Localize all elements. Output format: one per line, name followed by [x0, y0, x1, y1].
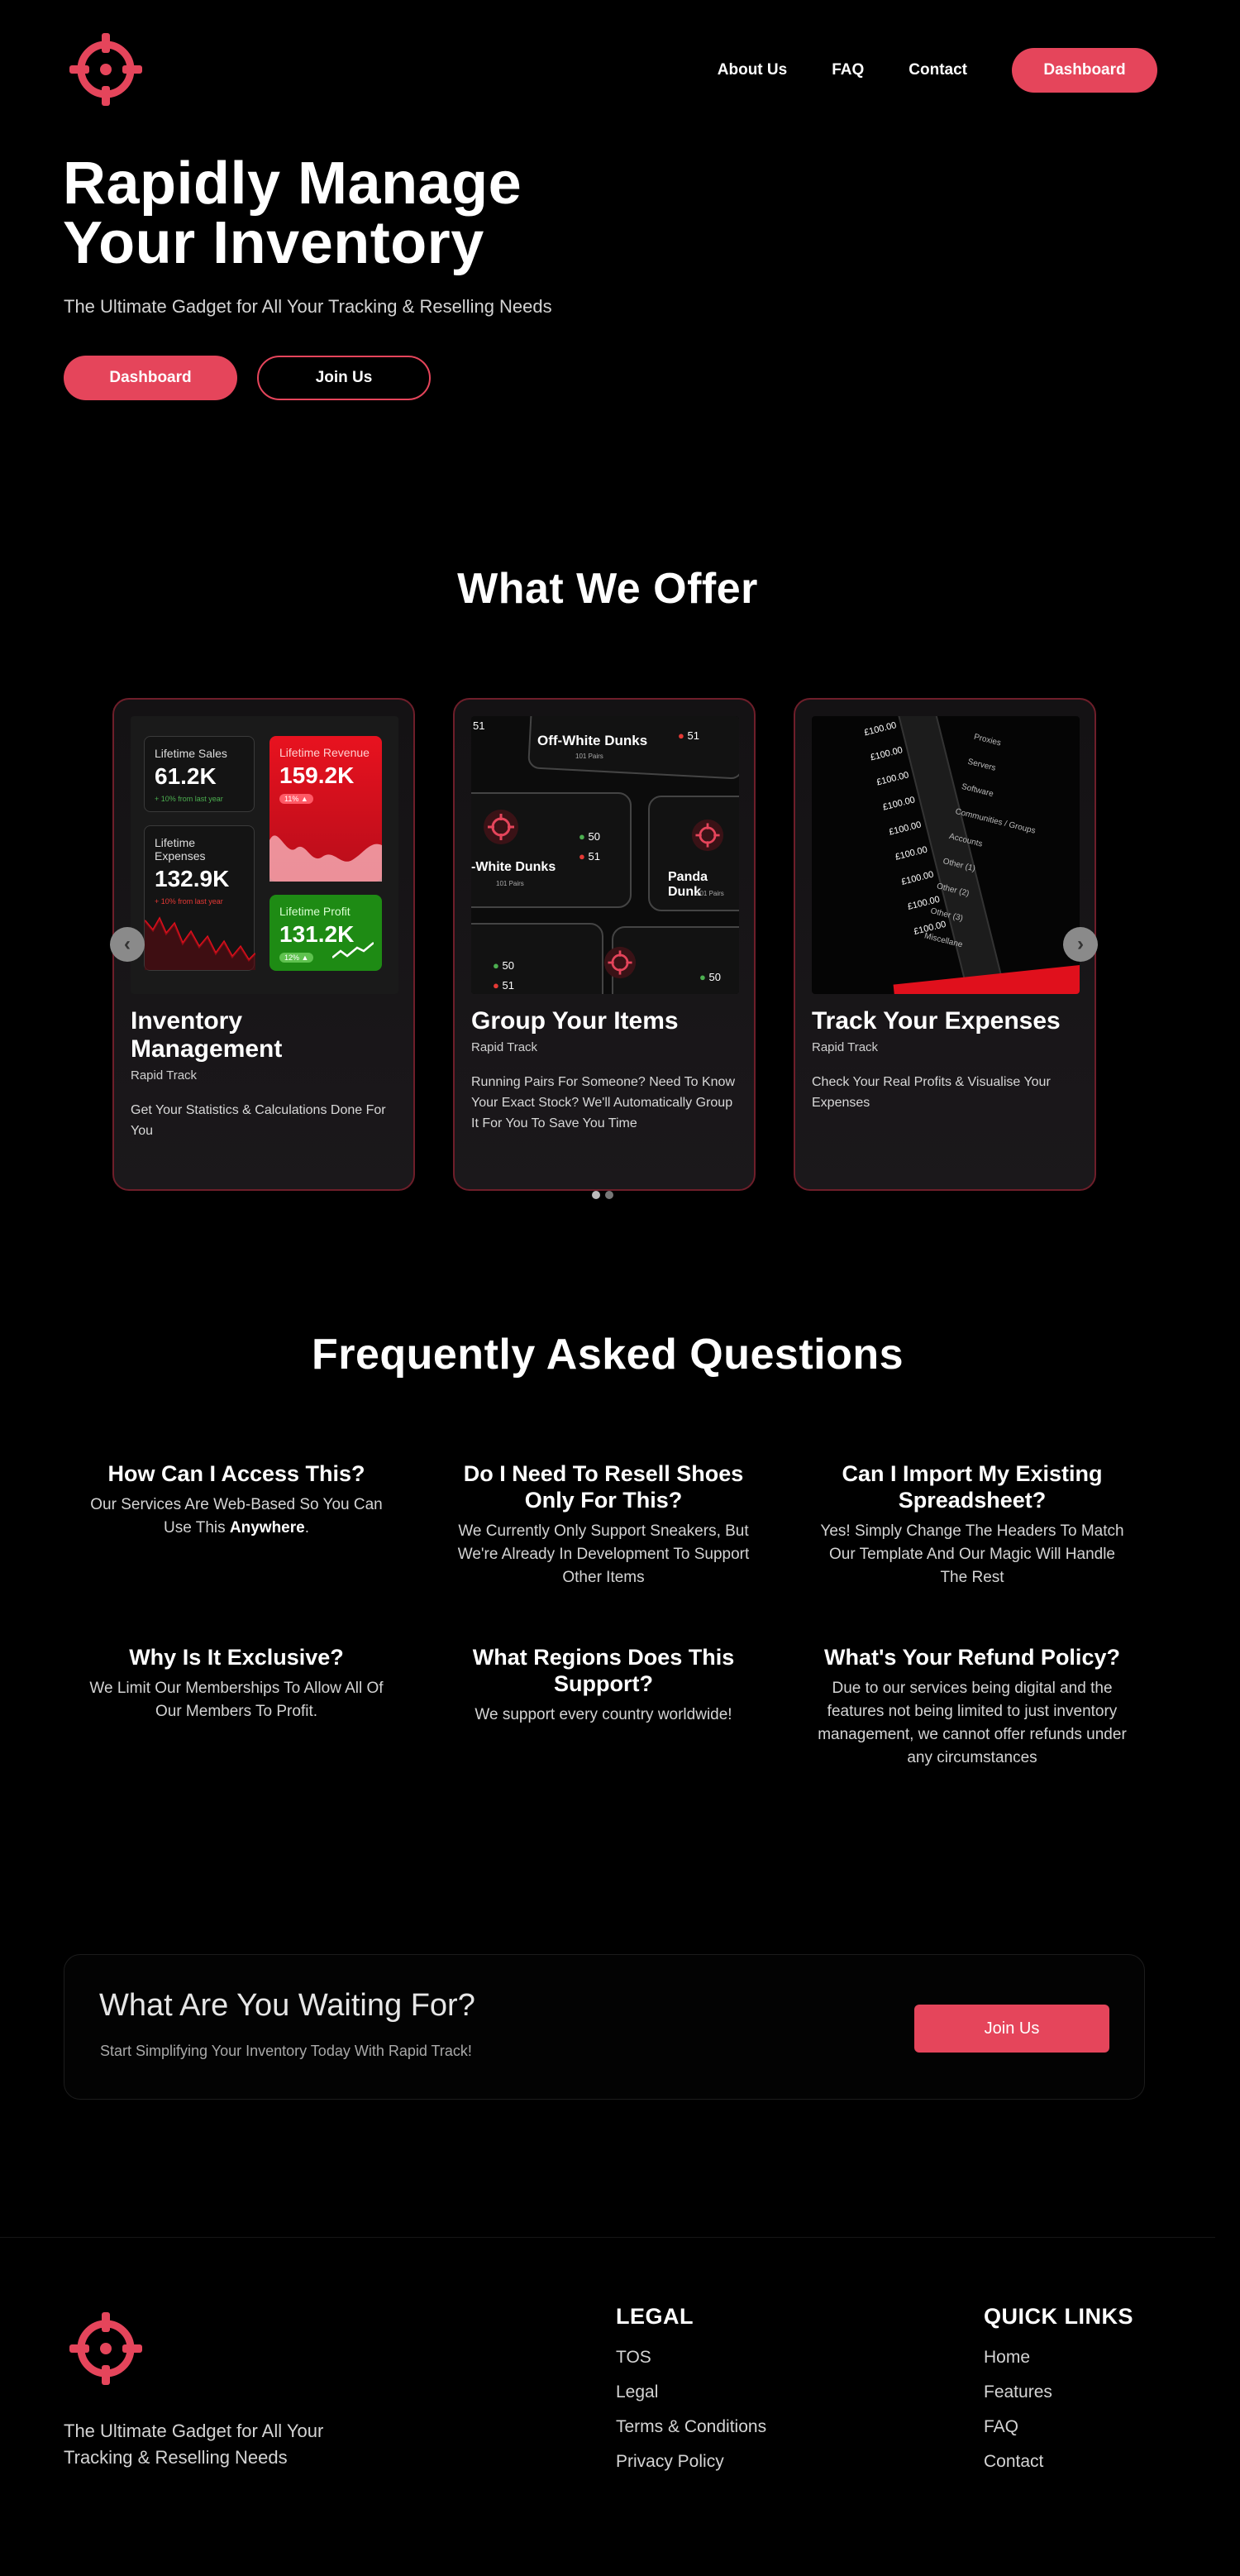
hero-title-line1: Rapidly Manage — [63, 151, 522, 217]
faq-item — [446, 1644, 761, 1727]
stat-value: 131.2K — [279, 921, 355, 947]
cta-join-button[interactable]: Join Us — [914, 2005, 1109, 2053]
lifetime-sales-stat: Lifetime Sales 61.2K + 10% from last year — [144, 736, 255, 812]
faq-question: Can I Import My Existing Spreadsheet? — [842, 1461, 1103, 1513]
footer-divider — [0, 2237, 1215, 2238]
item-name: Panda Dunk — [668, 870, 708, 899]
count-badge: 51 — [473, 719, 485, 732]
faq-answer: Yes! Simply Change The Headers To Match Our Template And Our Magic Will Handle The Rest — [820, 1522, 1124, 1586]
offer-card-group[interactable] — [453, 698, 756, 1191]
expenses-screenshot: £100.00 £100.00 £100.00 £100.00 £100.00 £100.00 £100.00 £100.00 £100.00 Proxies Servers Software Communities / Groups Accounts Other (1) Other (2) Other (3) Miscellane — [812, 716, 1080, 994]
hero-title — [63, 151, 658, 276]
stat-label: Lifetime Sales — [155, 747, 227, 760]
footer-link-legal[interactable]: Legal — [616, 2382, 659, 2402]
offer-card-inventory[interactable] — [112, 698, 415, 1191]
hero-actions — [64, 356, 431, 400]
faq-item — [446, 1460, 761, 1589]
group-items-screenshot: Off-White Dunks 101 Pairs 51 ● 51 -White Dunks 101 Pairs ● 50 ● 51 Panda Dunk 101 Pairs ● 50 ● 51 ● 50 — [471, 716, 739, 994]
expense-category: Proxies — [972, 732, 1002, 748]
faq-answer: We support every country worldwide! — [475, 1706, 732, 1723]
crosshair-logo-icon[interactable] — [66, 2309, 145, 2388]
offer-section-title: What We Offer — [457, 565, 758, 613]
faq-question: How Can I Access This? — [107, 1461, 365, 1486]
item-name: Off-White Dunks — [537, 733, 648, 748]
count-badge: 51 — [687, 729, 699, 742]
carousel-prev-icon[interactable]: ‹ — [110, 927, 145, 962]
footer-legal — [616, 2304, 766, 2487]
stat-label: Lifetime Profit — [279, 905, 351, 918]
hero-dashboard-button[interactable]: Dashboard — [64, 356, 237, 400]
count-badge: 51 — [588, 850, 600, 863]
faq-section-title: Frequently Asked Questions — [311, 1331, 904, 1379]
hero-subtitle: The Ultimate Gadget for All Your Tracking & Reselling Needs — [64, 296, 552, 317]
faq-answer: Our Services Are Web-Based So You Can Use This Anywhere. — [90, 1496, 383, 1537]
count-badge: 51 — [502, 979, 514, 992]
count-badge: 50 — [588, 830, 600, 843]
carousel-next-icon[interactable]: › — [1063, 927, 1098, 962]
lifetime-profit-stat: Lifetime Profit 131.2K 12% ▲ — [269, 895, 382, 971]
card-description: Running Pairs For Someone? Need To Know Your Exact Stock? We'll Automatically Group It For You To Save You Time — [471, 1075, 735, 1130]
hero-title-line2: Your Inventory — [63, 210, 484, 276]
card-tag: Rapid Track — [812, 1040, 879, 1054]
carousel-dot[interactable] — [592, 1191, 600, 1199]
item-count: 101 Pairs — [575, 753, 603, 760]
item-count: 101 Pairs — [496, 880, 524, 887]
faq-item — [815, 1644, 1129, 1770]
footer-link-home[interactable]: Home — [984, 2348, 1031, 2367]
expense-category: Other (2) — [935, 882, 971, 899]
faq-question: What's Your Refund Policy? — [824, 1645, 1120, 1670]
hero-join-button[interactable]: Join Us — [257, 356, 431, 400]
carousel-dot[interactable] — [605, 1191, 613, 1199]
card-tag: Rapid Track — [471, 1040, 538, 1054]
expense-category: Servers — [966, 757, 997, 773]
footer-link-terms[interactable]: Terms & Conditions — [616, 2417, 767, 2436]
footer-link-features[interactable]: Features — [984, 2382, 1052, 2402]
lifetime-expenses-stat: Lifetime Expenses 132.9K + 10% from last year — [144, 825, 255, 971]
faq-item — [79, 1460, 393, 1540]
expense-category: Other (3) — [929, 906, 964, 924]
footer-link-tos[interactable]: TOS — [616, 2348, 651, 2367]
faq-question: Why Is It Exclusive? — [129, 1645, 344, 1670]
footer-heading: QUICK LINKS — [984, 2304, 1133, 2329]
stat-value: 159.2K — [279, 762, 355, 788]
card-tag: Rapid Track — [131, 1068, 198, 1082]
item-count: 101 Pairs — [696, 890, 724, 897]
footer-link-contact[interactable]: Contact — [984, 2452, 1044, 2471]
expense-category: Miscellane — [923, 931, 964, 950]
expense-category: Accounts — [947, 832, 984, 849]
cta-subtitle: Start Simplifying Your Inventory Today With Rapid Track! — [100, 2043, 472, 2059]
inventory-screenshot — [131, 716, 398, 994]
top-nav — [718, 48, 1157, 93]
faq-question: Do I Need To Resell Shoes Only For This? — [463, 1461, 744, 1513]
card-title: Group Your Items — [471, 1007, 679, 1035]
nav-link-faq[interactable]: FAQ — [832, 61, 865, 79]
expense-category: Software — [960, 781, 994, 800]
footer-quick-links — [984, 2304, 1133, 2487]
lifetime-revenue-stat: Lifetime Revenue 159.2K 11% ▲ — [269, 736, 382, 882]
card-description: Get Your Statistics & Calculations Done For You — [131, 1103, 386, 1138]
faq-answer: We Currently Only Support Sneakers, But We're Already In Development To Support Other Items — [457, 1522, 750, 1586]
carousel-dots — [592, 1191, 613, 1199]
cta-banner — [64, 1954, 1145, 2100]
cta-title: What Are You Waiting For? — [99, 1988, 475, 2023]
faq-answer: We Limit Our Memberships To Allow All Of Our Members To Profit. — [89, 1680, 384, 1720]
footer-tagline: The Ultimate Gadget for All Your Tracking & Reselling Needs — [64, 2421, 324, 2468]
faq-item — [79, 1644, 393, 1723]
faq-answer: Due to our services being digital and the features not being limited to just inventory management, we cannot offer refunds under any circumstances — [818, 1680, 1127, 1766]
footer-heading: LEGAL — [616, 2304, 694, 2329]
footer-link-faq[interactable]: FAQ — [984, 2417, 1019, 2436]
card-title: Inventory Management — [131, 1007, 283, 1063]
faq-question: What Regions Does This Support? — [472, 1645, 735, 1696]
expense-category: Communities / Groups — [954, 806, 1037, 836]
count-badge: 50 — [502, 959, 514, 972]
nav-link-about[interactable]: About Us — [717, 61, 788, 79]
card-title: Track Your Expenses — [812, 1007, 1061, 1035]
stat-value: 132.9K — [155, 866, 230, 891]
faq-item — [815, 1460, 1129, 1589]
stat-label: Lifetime Revenue — [279, 746, 370, 759]
crosshair-logo-icon[interactable] — [66, 30, 145, 109]
stat-label: Lifetime Expenses — [155, 836, 206, 863]
stat-value: 61.2K — [155, 763, 217, 789]
footer-link-privacy[interactable]: Privacy Policy — [616, 2452, 724, 2471]
item-name: -White Dunks — [471, 860, 556, 874]
nav-link-contact[interactable]: Contact — [909, 61, 967, 79]
nav-dashboard-button[interactable]: Dashboard — [1012, 48, 1157, 93]
count-badge: 50 — [708, 971, 721, 983]
expense-category: Other (1) — [942, 857, 976, 874]
offer-card-expenses[interactable] — [794, 698, 1096, 1191]
card-description: Check Your Real Profits & Visualise Your Expenses — [812, 1075, 1051, 1110]
